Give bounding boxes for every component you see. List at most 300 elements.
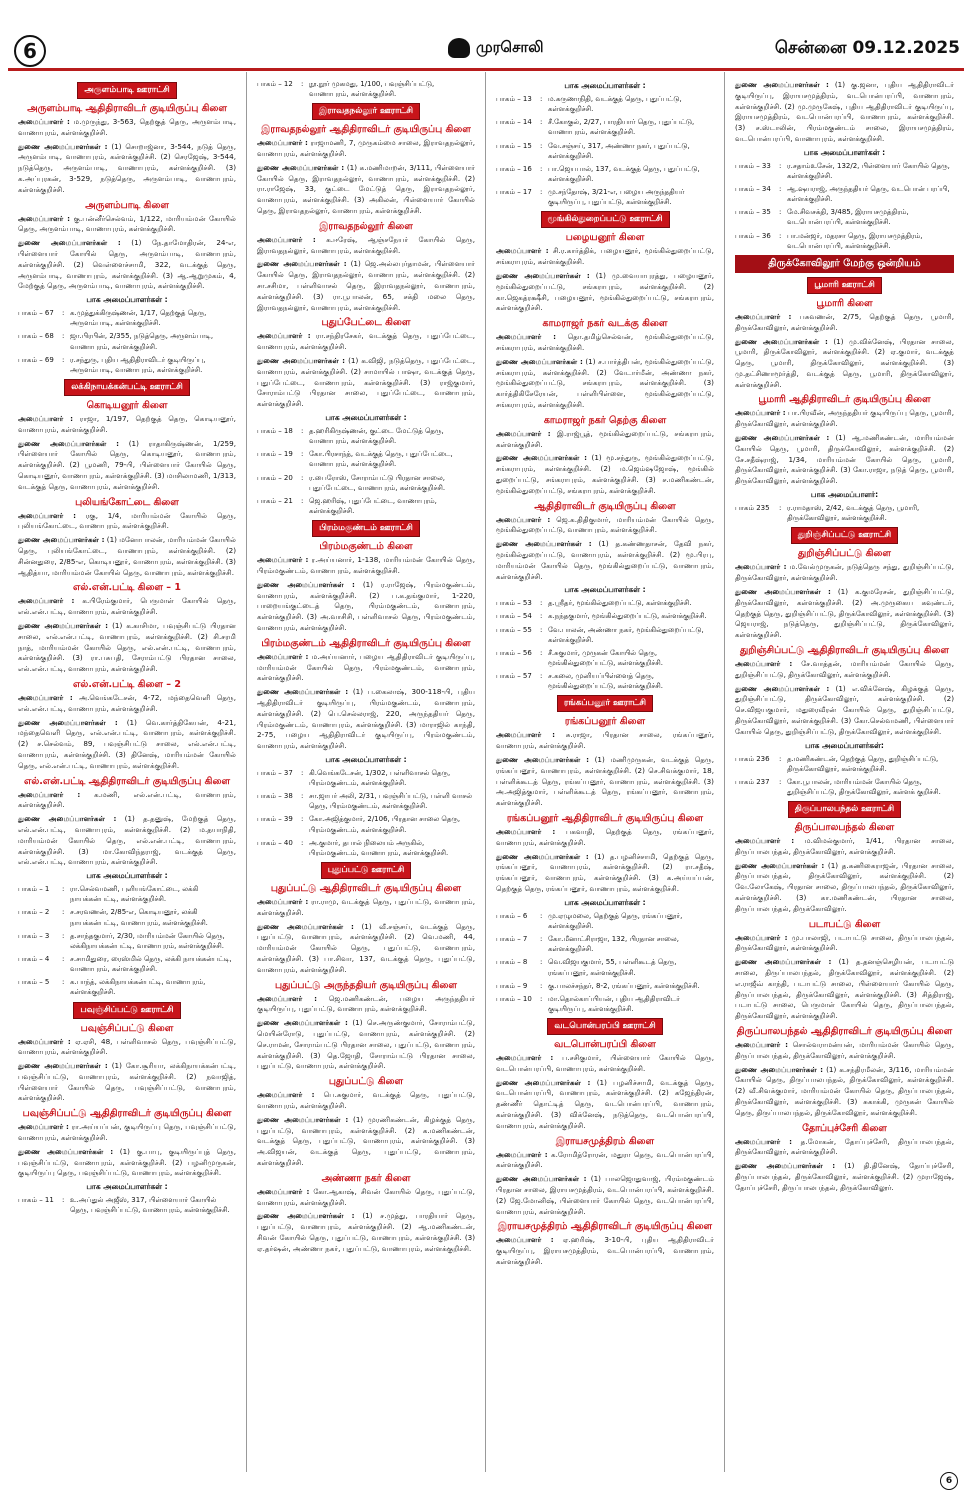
role-label: அமைப்பாளர் : bbox=[735, 836, 795, 846]
member-details: கு.பன்னீர்செல்வம், 1/122, மாரியம்மன் கோயில் தெரு, அருளம்பாடி, வாணாபுரம், கள்ளக்குறிச்சி. bbox=[18, 213, 236, 234]
member-details: (1) ஆ.மணிகண்டன், மாரியம்மன் கோயில் தெரு, பூமாரி, திருக்கோவிலூர், கள்ளக்குறிச்சி. (2) சே.சதீஷ்ராஜ், 1/34, மாரியம்மன் கோயில் தெரு, பூமாரி, திருக்கோவிலூர், கள்ளக்குறிச்சி. (3) கோ.ராஜா, நடுத் தெரு, பூமாரி, திருக்கோவிலூர், கள்ளக்குறிச்சி. bbox=[735, 433, 954, 486]
booth-separator: : bbox=[540, 164, 543, 173]
booth-number: பாகம் 236 bbox=[735, 754, 770, 763]
booth-details: கோ.மீனாட்சிராஜா, 132, பிரதான சாலை, கள்ளக்குறிச்சி. bbox=[548, 935, 679, 954]
booth-entry bbox=[257, 79, 475, 99]
booth-number: பாகம் – 3 bbox=[18, 931, 50, 940]
member-details: சே.வாத்தன், மாரியம்மன் கோயில் தெரு, துறிஞ்சிப்பட்டு, திருக்கோவிலூர், கள்ளக்குறிச்சி. bbox=[735, 658, 954, 679]
member-details: ரகு, 1/4, மாரியம்மன் கோயில் தெரு, புலியங்கோட்டை, வாணாபுரம், கள்ளக்குறிச்சி. bbox=[18, 510, 236, 531]
booth-details: த.சாந்தகுமார், 2/30, மாரியம்மன் கோயில் தெரு, லக்கிநாயக்கன்பட்டி, வாணாபுரம், கள்ளக்குறிச்சி. bbox=[70, 931, 225, 950]
member-entry bbox=[496, 1078, 714, 1132]
booth-entry bbox=[496, 648, 714, 668]
booth-number: பாகம் – 4 bbox=[18, 954, 50, 963]
role-label: அமைப்பாளர் : bbox=[735, 408, 786, 418]
member-entry bbox=[735, 1161, 954, 1193]
member-details: ம.முருந்து, 3-563, தெற்குத் தெரு, அருளம்பாடி, வாணாபுரம், கள்ளக்குறிச்சி. bbox=[18, 117, 236, 137]
member-entry bbox=[257, 1018, 475, 1072]
booth-entry bbox=[18, 884, 236, 904]
member-entry bbox=[496, 429, 714, 451]
branch-heading: புலியங்கோட்டை கிளை bbox=[75, 496, 179, 508]
role-label: துணை அமைப்பாளர்கள் : bbox=[496, 755, 590, 765]
booth-details: பா.ஜெயபால், 137, வடக்குத் தெரு, புதுப்பட்டு, கள்ளக்குறிச்சி. bbox=[548, 164, 700, 183]
branch-heading: எல்.என்.பட்டி கிளை – 2 bbox=[73, 678, 181, 690]
role-label: அமைப்பாளர் : bbox=[735, 1136, 792, 1146]
booth-separator: : bbox=[301, 768, 304, 777]
column-3 bbox=[486, 72, 725, 1472]
booth-details: கோ.பூபாலன், மாரியம்மன் கோயில் தெரு, துறிஞ்சிப்பட்டு, திருக்கோவிலூர், கள்ளக் குறிச்சி. bbox=[787, 777, 941, 796]
role-label: துணை அமைப்பாளர்கள் : bbox=[735, 1064, 823, 1074]
member-entry bbox=[257, 1187, 475, 1209]
booth-number: பாகம் – 16 bbox=[496, 164, 532, 173]
booth-number: பாகம் – 11 bbox=[18, 1196, 54, 1205]
role-label: அமைப்பாளர் : bbox=[257, 1186, 310, 1196]
booth-separator: : bbox=[540, 625, 543, 634]
role-label: துணை அமைப்பாளர்கள் : bbox=[257, 579, 355, 589]
member-entry bbox=[18, 718, 236, 772]
branch-heading: புதுப்பட்டு கிளை bbox=[328, 1076, 404, 1088]
role-label: அமைப்பாளர் : bbox=[257, 234, 316, 244]
booth-number: பாகம் – 36 bbox=[735, 231, 771, 240]
booth-details: உ.அப்துல் அஜீஸ், 317, பிள்ளையார் கோயில் தெரு, பவுஞ்சிப்பட்டு, வாணாபுரம், கள்ளக்குறிச்சி. bbox=[70, 1196, 230, 1215]
member-entry bbox=[257, 138, 475, 160]
booth-number: பாகம் – 15 bbox=[496, 141, 532, 150]
member-details: (1) ஜெ.அல்லபுர்தாமன், பிள்ளையார் கோயில் தெரு, இராவதநல்லூர், வாணாபுரம், கள்ளக்குறிச்சி. (2) சா.சசிமா, பள்ளிவாசல் தெரு, இராவதநல்லூர், வாணாபுரம், கள்ளக்குறிச்சி. (3) ரா.பூபாலன், 65, சக்தி மலை தெரு, இராவதநல்லூர், வாணாபுரம், கள்ளக்குறிச்சி. bbox=[257, 259, 475, 312]
booth-details: த.ஸ்ரீதர், மூங்கில்துறைப்பட்டு, கள்ளக்குறிச்சி. bbox=[548, 599, 692, 608]
booth-details: ர.பைரோஸ், சோராம்பட்டு பிரதான சாலை, புதுப்பேட்டை, வாணாபுரம், கள்ளக்குறிச்சி. bbox=[309, 473, 446, 492]
member-details: (1) க.காசிமா, பவுஞ்சிபட்டு பிரதான சாலை, எல்.என்.பட்டி, வாணாபுரம், கள்ளக்குறிச்சி. (2) சி.சரமி நாத், மாரியம்மன் கோயில் தெரு, எல்.என்.பட்டி, வாணாபுரம், கள்ளக்குறிச்சி. (3) ரா.பசுபதி, சேராம்பட்டு பிரதான சாலை, எல்.என்.பட்டி, வாணாபுரம், கள்ளக்குறிச்சி. bbox=[18, 620, 236, 674]
member-details: ம.அய்யனார், பழைய ஆதிதிராவிடர் குடியிருப்பு, மாரியம்மன் கோயில் தெரு, பிரம்மகுண்டம், வாணாபுரம், கள்ளக்குறிச்சி. bbox=[257, 651, 475, 683]
booth-number: பாகம் – 56 bbox=[496, 648, 532, 657]
booth-entry bbox=[257, 791, 475, 811]
booth-section-label: பாக அமைப்பாளர்கள் : bbox=[564, 897, 646, 907]
booth-section-label: பாக அமைப்பாளர்கள் : bbox=[803, 147, 886, 157]
booth-separator: : bbox=[62, 332, 65, 341]
booth-entry bbox=[496, 625, 714, 645]
member-entry bbox=[18, 439, 236, 493]
member-entry bbox=[257, 994, 475, 1016]
branch-heading: பூமாரி ஆதிதிராவிடர் குடியிருப்பு கிளை bbox=[758, 394, 931, 406]
member-details: (1) கு.பாபு, குடியிருப்புத் தெரு, பவுஞ்சிப்பட்டு, வாணாபுரம், கள்ளக்குறிச்சி. (2) பழனிமுருகன், குடியிருப்பு தெரு, பவுஞ்சிப்பட்டு, வாணாபுரம், கள்ளக்குறிச்சி. bbox=[18, 1146, 236, 1178]
booth-entry bbox=[496, 611, 714, 621]
booth-separator: : bbox=[301, 815, 304, 824]
booth-details: கு.பாலச்சந்தர், 8-2, ரங்கப்பனூர், கள்ளக்குறிச்சி. bbox=[548, 981, 700, 990]
booth-entry bbox=[496, 911, 714, 931]
booth-details: கி.வெங்கடேசன், 1/302, பள்ளிவாசல் தெரு, பிரம்மகுண்டம், கள்ளக்குறிச்சி. bbox=[309, 768, 451, 788]
member-details: (1) க.மணிமாறன், 3/111, பிள்ளையார் கோயில் தெரு, இராவதநல்லூர், வாணாபுரம், கள்ளக்குறிச்சி. (2) ரா.ராஜேஷ், 33, குட்டை மேட்டுத் தெரு, இராவதநல்லூர், வாணாபுரம், கள்ளக்குறிச்சி. (3) அகிலன், பிள்ளையார் கோயில் தெரு, இராவதநல்லூர், வாணாபுரம், கள்ளக்குறிச்சி. bbox=[257, 162, 475, 216]
booth-details: ம.கருணாநிதி, வடக்குத் தெரு, புதுப்பட்டு, கள்ளக்குறிச்சி. bbox=[548, 95, 682, 114]
member-details: (1) தி.தினேஷ், தோப்புச்சேரி, திருப்பாலபந்தல், திருக்கோவிலூர், கள்ளக்குறிச்சி. (2) முராஜேஷ், தோப்புச்சேரி, திருப்பாலபந்தல், திருக்கோவிலூர். bbox=[735, 1161, 954, 1192]
member-entry bbox=[257, 1211, 475, 1254]
booth-entry bbox=[257, 496, 475, 516]
booth-details: த.ஹரிகிருஷ்ணன், குட்டை மேட்டுத் தெரு, வாணாபுரம், கள்ளக்குறிச்சி. bbox=[309, 427, 444, 446]
content-columns bbox=[8, 72, 964, 1472]
role-label: அமைப்பாளர் : bbox=[735, 658, 793, 668]
member-details: (1) த.கண்ணதாசன், தேவி நகர், மூங்கில்துறைப்பட்டு, வாணாபுரம், கள்ளக்குறிச்சி. (2) மூ.பிரபு, மாரியம்மன் கோயில் தெரு, மூங்கில்துறைப்பட்டு, வாணாபுரம், கள்ளக்குறிச்சி. bbox=[496, 539, 714, 581]
role-label: துணை அமைப்பாளர்கள் : bbox=[496, 851, 589, 861]
panchayat-heading: திருப்பாலபந்தல் ஊராட்சி bbox=[788, 801, 901, 818]
booth-entry bbox=[735, 231, 954, 251]
member-details: (1) ச.முத்து, பாரதியார் தெரு, புதுப்பட்டு, வாணாபுரம், கள்ளக்குறிச்சி. (2) ஆ.மணிகண்டன், சிவன் கோயில் தெரு, புதுப்பட்டு, வாணாபுரம், கள்ளக்குறிச்சி. (3) ஏ.தர்ஷன், அண்ணா நகர், புதுப்பட்டு, வாணாபுரம், கள்ளக்குறிச்சி. bbox=[257, 1211, 475, 1253]
booth-details: ச.சாமிதுரை, ரைஸ்மில் தெரு, லக்கி நாயக்கன்பட்டி, வாணாபுரம், கள்ளக்குறிச்சி. bbox=[70, 954, 232, 974]
booth-entry bbox=[496, 598, 714, 608]
booth-number: பாகம் – 17 bbox=[496, 188, 532, 197]
booth-number: பாகம் – 9 bbox=[496, 981, 528, 990]
member-entry bbox=[257, 580, 475, 634]
column-2 bbox=[247, 72, 486, 1472]
booth-details: ஜா.பிரபின், 2/355, நடுத்தெரு, அருளம்பாடி, வாணாபுரம், கள்ளக்குறிச்சி. bbox=[70, 332, 214, 351]
booth-separator: : bbox=[540, 648, 543, 657]
member-details: த.மோகன், தோப்புச்சேரி, திருப்பாலபந்தல், திருக்கோவிலூர், கள்ளக்குறிச்சி. bbox=[735, 1136, 954, 1157]
role-label: துணை அமைப்பாளர்கள் : bbox=[496, 1174, 587, 1184]
booth-entry bbox=[735, 503, 954, 523]
member-details: கோ.ஆகாஷ், சிவன் கோயில் தெரு, புதுப்பட்டு, வாணாபுரம், கள்ளக்குறிச்சி. bbox=[257, 1186, 475, 1207]
member-entry bbox=[257, 1115, 475, 1169]
booth-separator: : bbox=[779, 777, 782, 786]
role-label: துணை அமைப்பாளர்கள் : bbox=[257, 687, 349, 697]
booth-section-label: பாக அமைப்பாளர்கள் : bbox=[564, 585, 646, 595]
booth-separator: : bbox=[301, 792, 304, 801]
member-entry bbox=[257, 331, 475, 353]
booth-entry bbox=[257, 449, 475, 469]
booth-details: க.பாந்த், லக்கிநாயக்கன்பட்டி, வாணாபுரம், கள்ளக்குறிச்சி. bbox=[70, 978, 206, 997]
member-details: பகவாதி, தெற்குத் தெரு, ரங்கப்பனூர், வாணாபுரம், கள்ளக்குறிச்சி. bbox=[496, 827, 714, 847]
masthead bbox=[8, 34, 964, 71]
booth-number: பாகம் – 5 bbox=[18, 978, 50, 987]
branch-heading: புதுப்பட்டு ஆதிதிராவிடர் குடியிருப்பு கிளை bbox=[270, 883, 462, 895]
member-entry bbox=[18, 1122, 236, 1144]
paper-name-block bbox=[448, 38, 544, 58]
booth-number: பாகம் – 2 bbox=[18, 908, 50, 917]
booth-entry bbox=[257, 473, 475, 493]
member-entry bbox=[496, 246, 714, 268]
member-details: (1) மு.வையாபுரத்து, பழையனூர், மூங்கில்துறைப்பட்டு, சங்கராபுரம், கள்ளக்குறிச்சி. (2) கா.ஜெகத்ரக்ஷீசி, பழையனூர், மூங்கில்துறைப்பட்டு, சங்கராபுரம், கள்ளக்குறிச்சி. bbox=[496, 271, 714, 313]
booth-details: ர.சந்துரு, புதிய ஆதிதிராவிடர் குடியிருப்பு, அருளம்பாடி, வாணாபுரம், கள்ளக்குறிச்சி. bbox=[70, 355, 206, 374]
booth-separator: : bbox=[301, 838, 304, 847]
booth-separator: : bbox=[540, 188, 543, 197]
panchayat-heading: வடபொன்பரப்பி ஊராட்சி bbox=[547, 1018, 662, 1035]
branch-heading: ரங்கப்பனூர் கிளை bbox=[564, 716, 646, 728]
member-entry bbox=[496, 453, 714, 496]
member-details: ர.அய்யனார், 1-138, மாரியம்மன் கோயில் தெரு, பிரம்மகுண்டம், வாணாபுரம், கள்ளக்குறிச்சி. bbox=[257, 555, 475, 575]
branch-heading: எல்.என்.பட்டி ஆதிதிராவிடர் குடியிருப்பு கிளை bbox=[23, 775, 231, 787]
member-entry bbox=[735, 562, 954, 584]
panchayat-heading: பூமாரி ஊராட்சி bbox=[807, 277, 882, 294]
booth-number: பாகம் – 33 bbox=[735, 161, 771, 170]
member-entry bbox=[257, 652, 475, 684]
booth-entry bbox=[18, 331, 236, 351]
member-details: (1) பாலஜொதுவாஜ், பிரம்மகுண்டம் பிரதான சாலை, இராயசமுத்திரம், வடபொன்பரப்பி, கள்ளக்குறிச்சி. (2) ஜே.மோனிஷ், பிள்ளையார் கோயில் தெரு, வடபொன்பரப்பி, வாணாபுரம், கள்ளக்குறிச்சி. bbox=[496, 1174, 714, 1216]
member-details: (1) கு.ஜனா, புதிய ஆதிதிராவிடர் குடியிருப்பு, இராயசமுத்திரம், வடபொன்பரப்பி, வாணாபுரம், கள்ளக்குறிச்சி. (2) மு.முருகேஷ், புதிய ஆதிதிராவிடர் குடியிருப்பு, இராயசமுத்திரம், வடபொன்பரப்பி, வாணாபுரம், கள்ளக்குறிச்சி. (3) ச.ஸ்டாலின், பிரம்மகுண்டம் சாலை, இராயசமுத்திரம், வடபொன்பரப்பி, வாணாபுரம், கள்ளக்குறிச்சி. bbox=[735, 80, 954, 143]
member-entry bbox=[18, 1061, 236, 1104]
role-label: அமைப்பாளர் : bbox=[735, 562, 787, 572]
booth-entry bbox=[496, 94, 714, 114]
booth-separator: : bbox=[62, 1196, 65, 1205]
member-entry bbox=[735, 337, 954, 391]
member-details: (1) க.விஜி, நடுத்தெரு, புதுப்பேட்டை, வாணாபுரம், கள்ளக்குறிச்சி. (2) சாமாயில் பாஷா, வடக்குத் தெரு, புதுப்பேட்டை, வாணாபுரம், கள்ளக்குறிச்சி. (3) ராஜ்குமார், சோராம்பட்டு பிரதான சாலை, புதுப்பேட்டை, வாணாபுரம், கள்ளக்குறிச்சி. bbox=[257, 356, 475, 409]
booth-section-label: பாக அமைப்பாளர்கள் : bbox=[86, 1182, 168, 1192]
member-details: (1) கோ.சூரியா, லக்கிநாயக்கன்பட்டி, பவுஞ்சிப்பட்டு, வாணாபுரம், கள்ளக்குறிச்சி. (2) நவாஜித், பிள்ளையார் கோயில் தெரு, பவுஞ்சிப்பட்டு, வாணாபுரம், கள்ளக்குறிச்சி. bbox=[18, 1061, 236, 1103]
member-details: (1) த.தனுஷ், மேற்குத் தெரு, எல்.என்.பட்டி, வாணாபுரம், கள்ளக்குறிச்சி. (2) ம.தயாநிதி, மாரியம்மன் கோயில் தெரு, எல்.என்.பட்டி, வாணாபுரம், கள்ளக்குறிச்சி. (3) மா.கோவிந்தராஜ், வடக்குத் தெரு, எல்.என்.பட்டி, வாணாபுரம், கள்ளக்குறிச்சி. bbox=[18, 814, 236, 867]
branch-heading: பவுஞ்சிப்பட்டு கிளை bbox=[80, 1022, 174, 1034]
booth-number: பாகம் – 19 bbox=[257, 450, 293, 459]
member-details: ரா.சந்திரசேகர், வடக்குத் தெரு, புதுப்பேட்டை, வாணாபுரம், கள்ளக்குறிச்சி. bbox=[257, 331, 475, 352]
booth-separator: : bbox=[779, 161, 782, 170]
booth-entry bbox=[496, 164, 714, 184]
booth-separator: : bbox=[540, 958, 543, 967]
footer-page-number: 6 bbox=[940, 1472, 958, 1490]
member-details: ஏ.ஏசி, 48, பள்ளிவாசல் தெரு, பவுஞ்சிப்பட்டு, வாணாபுரம், கள்ளக்குறிச்சி. bbox=[18, 1036, 236, 1057]
panchayat-heading: மூங்கில்துறைப்பட்டு ஊராட்சி bbox=[541, 211, 670, 228]
booth-separator: : bbox=[540, 981, 543, 990]
role-label: அமைப்பாளர் : bbox=[18, 596, 75, 606]
member-entry bbox=[18, 1147, 236, 1179]
booth-number: பாகம் 235 bbox=[735, 504, 770, 513]
booth-entry bbox=[496, 117, 714, 137]
member-details: க.ரோமித்ரோரன், மதுரா தெரு, வடபொன்பரப்பி, கள்ளக்குறிச்சி. bbox=[496, 1149, 714, 1170]
booth-separator: : bbox=[540, 994, 543, 1003]
member-details: (1) சொறாஜ்னா, 3-544, நடுத் தெரு, அருளம்பாடி, வாணாபுரம், கள்ளக்குறிச்சி. (2) செரஜேஷ், 3-544, நடுத்தெரு, அருளம்பாடி, வாணாபுரம், கள்ளக்குறிச்சி. (3) க.அப்புரகன், 3-529, நடுத்தெரு, அருளம்பாடி, வாணாபுரம், கள்ளக்குறிச்சி. bbox=[18, 141, 236, 194]
member-entry bbox=[257, 1090, 475, 1112]
role-label: துணை அமைப்பாளர்கள் : bbox=[257, 1114, 349, 1124]
booth-section-label: பாக அமைப்பாளர்: bbox=[810, 490, 879, 500]
booth-section-label: பாக அமைப்பாளர்கள் : bbox=[325, 413, 407, 423]
role-label: அமைப்பாளர் : bbox=[496, 1235, 554, 1245]
member-entry bbox=[257, 687, 475, 752]
booth-details: சீ.சுகுமார், முருகன் கோயில் தெரு, மூங்கில்துறைப்பட்டு, கள்ளக்குறிச்சி. bbox=[548, 648, 663, 668]
role-label: துணை அமைப்பாளர்கள் : bbox=[735, 1161, 836, 1171]
booth-separator: : bbox=[62, 908, 65, 917]
booth-number: பாகம் – 8 bbox=[496, 958, 528, 967]
booth-separator: : bbox=[540, 95, 543, 103]
branch-heading: துறிஞ்சிப்பட்டு கிளை bbox=[798, 548, 891, 560]
booth-number: பாகம் – 20 bbox=[257, 473, 293, 482]
booth-details: சீ.கோகுல், 2/27, பாரதியார் தெரு, புதுப்பட்டு, வாணாபுரம், கள்ளக்குறிச்சி. bbox=[548, 118, 695, 137]
member-details: ராஜா, 1/197, தெற்குத் தெரு, கொடியனூர், வாணாபுரம், கள்ளக்குறிச்சி. bbox=[18, 414, 236, 434]
member-details: (1) மு.விக்னேஷ், பிரதான சாலை, பூமாரி, திருக்கோவிலூர், கள்ளக்குறிச்சி. (2) ஏ.குமார், வடக்குத் தெரு, பூமாரி, திருக்கோவிலூர், கள்ளக்குறிச்சி. (3) மு.தட்சிணாமூர்த்தி, வடக்குத் தெரு, பூமாரி, திருக்கோவிலூர், கள்ளக்குறிச்சி. bbox=[735, 336, 954, 389]
role-label: துணை அமைப்பாளர்கள் : bbox=[257, 259, 347, 269]
booth-details: ஆ.ஷயராஜ், அருந்ததியர் தெரு, வடபொன் பரப்பி, கள்ளக்குறிச்சி. bbox=[787, 185, 950, 204]
booth-details: ர.ராமதாஸ், 2/42, வடக்குத் தெரு, பூமாரி, திருக்கோவிலூர், கள்ளக்குறிச்சி. bbox=[787, 504, 920, 523]
branch-heading: ஆதிதிராவிடர் குடியிருப்பு கிளை bbox=[534, 500, 676, 512]
booth-entry bbox=[735, 184, 954, 204]
role-label: துணை அமைப்பாளர்கள் : bbox=[735, 433, 830, 443]
role-label: துணை அமைப்பாளர்கள் : bbox=[18, 535, 105, 545]
booth-separator: : bbox=[62, 309, 65, 318]
booth-entry bbox=[257, 426, 475, 446]
member-entry bbox=[496, 755, 714, 809]
member-entry bbox=[257, 922, 475, 976]
member-details: க.ஈரேஷ், ஆஞ்சநேயர் கோயில் தெரு, இராவதநல்லூர், வாணாபுரம், கள்ளக்குறிச்சி. bbox=[257, 234, 475, 255]
booth-details: சா.ஜாபர் அலி, 2/31, பவுஞ்சிப்பட்டு, பள்ளி வாசல் தெரு, பிரம்மகுண்டம், கள்ளக்குறிச்சி. bbox=[309, 792, 473, 811]
panchayat-heading: இராவதநல்லூர் ஊராட்சி bbox=[312, 103, 420, 120]
booth-entry bbox=[496, 934, 714, 954]
rising-sun-logo-icon bbox=[448, 38, 470, 58]
branch-heading: தோப்புச்சேரி கிளை bbox=[802, 1122, 887, 1134]
booth-separator: : bbox=[540, 672, 543, 681]
booth-separator: : bbox=[779, 185, 782, 194]
booth-details: நூ.நூர் முகமது, 1/100, பவுஞ்சிப்பட்டு, வாணாபுரம், கள்ளக்குறிச்சி. bbox=[309, 80, 435, 99]
role-label: துணை அமைப்பாளர்கள் : bbox=[496, 539, 592, 549]
member-entry bbox=[496, 1174, 714, 1217]
member-details: (1) த.தனஞ்செழியன், படாபட்டு சாலை, திருப்பாலபந்தல், திருக்கோவிலூர், கள்ளக்குறிச்சி. (2) எ.ராஜீவ் காந்தி, படாபட்டு சாலை, பிள்ளையார் கோயில் தெரு, திருப்பாலபந்தல், திருக்கோவிலூர், கள்ளக்குறிச்சி. (3) சித்திராஜ், படாபட்டு சாலை, பெருமாள் கோயில் தெரு, திருப்பாலபந்தல், திருக்கோவிலூர், கள்ளக்குறிச்சி. bbox=[735, 957, 954, 1021]
booth-separator: : bbox=[62, 931, 65, 940]
booth-separator: : bbox=[540, 935, 543, 944]
role-label: அமைப்பாளர் : bbox=[496, 332, 556, 342]
member-entry bbox=[496, 1235, 714, 1267]
member-entry bbox=[257, 259, 475, 313]
booth-number: பாகம் 237 bbox=[735, 777, 770, 786]
booth-separator: : bbox=[301, 496, 304, 505]
booth-number: பாகம் – 6 bbox=[496, 911, 528, 920]
member-entry bbox=[18, 511, 236, 533]
booth-number: பாகம் – 39 bbox=[257, 815, 293, 824]
member-details: க.பிரேம்குமார், பெருமாள் கோயில் தெரு, எல்.என்.பட்டி, வாணாபுரம், கள்ளக்குறிச்சி. bbox=[18, 596, 236, 617]
role-label: துணை அமைப்பாளர்கள் : bbox=[18, 238, 121, 248]
role-label: அமைப்பாளர் : bbox=[257, 555, 309, 565]
role-label: துணை அமைப்பாளர்கள் : bbox=[18, 814, 117, 824]
booth-details: கோ.பிரசாந்த், வடக்குத் தெரு, புதுப்பேட்டை, வாணாபுரம், கள்ளக்குறிச்சி. bbox=[309, 450, 453, 469]
member-details: (1) க.சந்திரமீலன், 3/116, மாரியம்மன் கோயில் தெரு, திருப்பாலபந்தல், திருக்கோவிலூர், கள்ளக்குறிச்சி. (2) வீ.சிவக்குமார், மாரியம்மன் கோயில் தெரு, திருப்பாலபந்தல், திருக்கோவிலூர், கள்ளக்குறிச்சி. (3) சுகாக்கி, முருகன் கோயில் தெரு, திருப்பாலபந்தல், திருக்கோவிலூர், கள்ளக்குறிச்சி. bbox=[735, 1064, 954, 1117]
booth-number: பாகம் – 21 bbox=[257, 496, 293, 505]
member-entry bbox=[735, 659, 954, 681]
member-details: பா.பிரவீன், அருந்ததியர் குடியிருப்பு தெரு, பூமாரி, திருக்கோவிலூர், கள்ளக்குறிச்சி. bbox=[735, 408, 954, 429]
role-label: அமைப்பாளர் : bbox=[257, 1090, 315, 1100]
member-entry bbox=[496, 1053, 714, 1075]
role-label: துணை அமைப்பாளர்கள் : bbox=[257, 162, 345, 172]
member-entry bbox=[257, 555, 475, 577]
member-details: (1) எ.விக்னேஷ், கிழக்குத் தெரு, துறிஞ்சிப்பட்டு, திருக்கோவிலூர், கள்ளக்குறிச்சி. (2) செ.விஜயகுமார், மதுரைவீரன் கோயில் தெரு, துறிஞ்சிப்பட்டு, திருக்கோவிலூர், கள்ளக்குறிச்சி. (3) கோ.செல்வமணி, பிள்ளையார் கோயில் தெரு, துறிஞ்சிப்பட்டு, திருக்கோவிலூர், கள்ளக்குறிச்சி. bbox=[735, 683, 954, 736]
branch-heading: பவுஞ்சிப்பட்டு ஆதிதிராவிடர் குடியிருப்பு கிளை bbox=[22, 1108, 232, 1120]
role-label: துணை அமைப்பாளர்கள் : bbox=[257, 1018, 348, 1028]
booth-details: ச.கலை, முனியப்பிள்ளைத் தெரு, மூங்கில்துறைப்பட்டு, கள்ளக்குறிச்சி. bbox=[548, 672, 663, 691]
member-entry bbox=[735, 861, 954, 915]
member-entry bbox=[496, 271, 714, 314]
role-label: அமைப்பாளர் : bbox=[18, 692, 73, 702]
member-entry bbox=[18, 596, 236, 618]
member-details: (1) த.கணிகைராஜன், பிரதான சாலை, திருப்பாலபந்தல், திருக்கோவிலூர், கள்ளக்குறிச்சி. (2) வே.லோகேஷ், பிரதான சாலை, திருப்பாலபந்தல், திருக்கோவிலூர், கள்ளக்குறிச்சி. (3) கா.மணிகண்டன், பிரதான சாலை, திருப்பாலபந்தல், திருக்கோவிலூர். bbox=[735, 860, 954, 913]
role-label: அமைப்பாளர் : bbox=[18, 117, 70, 126]
role-label: துணை அமைப்பாளர்கள் : bbox=[735, 957, 832, 967]
role-label: துணை அமைப்பாளர்கள் : bbox=[18, 1146, 114, 1156]
booth-entry bbox=[496, 187, 714, 207]
branch-heading: பூமாரி கிளை bbox=[816, 297, 873, 309]
role-label: அமைப்பாளர் : bbox=[496, 827, 556, 837]
role-label: துணை அமைப்பாளர்கள் : bbox=[18, 620, 109, 630]
role-label: அமைப்பாளர் : bbox=[496, 514, 551, 524]
booth-details: த.மணிகண்டன், தெற்குத் தெரு, துறிஞ்சிப்பட்டு, திருக்கோவிலூர், கள்ளக்குறிச்சி. bbox=[787, 754, 939, 773]
member-entry bbox=[18, 535, 236, 578]
role-label: அமைப்பாளர் : bbox=[18, 1122, 69, 1132]
booth-separator: : bbox=[540, 599, 543, 608]
role-label: அமைப்பாளர் : bbox=[18, 510, 77, 520]
member-entry bbox=[257, 235, 475, 257]
panchayat-heading: துறிஞ்சிப்பட்டு ஊராட்சி bbox=[791, 527, 898, 544]
booth-number: பாகம் – 68 bbox=[18, 332, 54, 341]
role-label: துணை அமைப்பாளர்கள் : bbox=[18, 717, 118, 727]
role-label: துணை அமைப்பாளர்கள் : bbox=[496, 271, 590, 280]
role-label: அமைப்பாளர் : bbox=[18, 414, 74, 423]
member-entry bbox=[18, 214, 236, 236]
panchayat-heading: லக்கிநாயக்கன்பட்டி ஊராட்சி bbox=[64, 379, 190, 396]
role-label: துணை அமைப்பாளர்கள் : bbox=[496, 453, 587, 463]
branch-heading: பிரம்மகுண்டம் கிளை bbox=[319, 541, 413, 553]
member-entry bbox=[735, 433, 954, 487]
member-entry bbox=[735, 1065, 954, 1119]
booth-separator: : bbox=[301, 427, 304, 436]
member-details: தொ.தமிழ்செல்வன், மூங்கில்துறைப்பட்டு, சங்கராபுரம், கள்ளக்குறிச்சி. bbox=[496, 332, 714, 352]
branch-heading: இராவதநல்லூர் ஆதிதிராவிடர் குடியிருப்பு கிளை bbox=[261, 124, 471, 136]
member-details: ம.வேல்முருகன், நடுத்தெரு சந்து, துறிஞ்சிப்பட்டு, திருக்கோவிலூர், கள்ளக்குறிச்சி. bbox=[735, 562, 954, 583]
member-details: (1) செ.அருண்குமார், சோராம்பட்டு, மெயின்ரோடு, புதுப்பட்டு, வாணாபுரம், கள்ளக்குறிச்சி. (2) செ.ராமன், சோராம்பட்டு பிரதான சாலை, புதுப்பட்டு, வாணாபுரம், கள்ளக்குறிச்சி. (3) தெ.ஜோதி, சோராம்பட்டு பிரதான சாலை, புதுப்பட்டு, வாணாபுரம், கள்ளக்குறிச்சி. bbox=[257, 1018, 475, 1071]
member-entry bbox=[18, 814, 236, 868]
booth-details: மே.சிவசக்தி, 3/485, இராயசமுத்திரம், வடபொன்பரப்பி, கள்ளக்குறிச்சி. bbox=[787, 208, 909, 227]
member-details: (1) த.பழனிச்சாமி, தெற்குத் தெரு, ரங்கப்பனூர், வாணாபுரம், கள்ளக்குறிச்சி. (2) ரா.சதீஷ், ரங்கப்பனூர், வாணாபுரம், கள்ளக்குறிச்சி. (3) க.அய்யப்பன், தெற்குத் தெரு, ரங்கப்பனூர், வாணாபுரம், கள்ளக்குறிச்சி. bbox=[496, 851, 714, 894]
role-label: துணை அமைப்பாளர்கள் : bbox=[735, 336, 828, 346]
member-details: சொல்வராமன்யன், மாரியம்மன் கோயில் தெரு, திருப்பாலபந்தல், திருக்கோவிலூர், கள்ளக்குறிச்சி. bbox=[735, 1040, 954, 1060]
member-details: அ.வெங்கடேசன், 4-72, மந்தைவெளி தெரு, எல்.என்.பட்டி, வாணாபுரம், கள்ளக்குறிச்சி. bbox=[18, 692, 236, 713]
member-entry bbox=[735, 933, 954, 955]
booth-entry bbox=[496, 957, 714, 977]
branch-heading: அருளம்பாடி கிளை bbox=[85, 199, 169, 211]
member-details: பசுவணன், 2/75, தெற்குத் தெரு, பூமாரி, திருக்கோவிலூர், கள்ளக்குறிச்சி. bbox=[735, 311, 954, 332]
booth-separator: : bbox=[779, 504, 782, 513]
member-details: (1) வெ.கார்த்திகேயன், 4-21, மந்தைவெளி தெரு, எல்.என்.பட்டி, வாணாபுரம், கள்ளக்குறிச்சி. (2) ச.செல்வம், 89, பவுஞ்சிபட்டு சாலை, எல்.என்.பட்டி, வாணாபுரம், கள்ளக்குறிச்சி. (3) தினேஷ், மாரியம்மன் கோயில் தெரு, எல்.என்.பட்டி, வாணாபுரம், கள்ளக்குறிச்சி. bbox=[18, 717, 236, 770]
member-entry bbox=[18, 142, 236, 196]
booth-entry bbox=[18, 907, 236, 927]
member-details: சி.ர.கார்த்திக், பழையனூர், மூங்கில்துறைப்பட்டு, சங்கராபுரம், கள்ளக்குறிச்சி. bbox=[496, 246, 714, 267]
role-label: அமைப்பாளர் : bbox=[257, 993, 318, 1003]
booth-entry bbox=[496, 141, 714, 161]
booth-details: மா.தொல்காப்பியன், புதிய ஆதிதிராவிடர் குடியிருப்பு, கள்ளக்குறிச்சி. bbox=[548, 994, 680, 1013]
role-label: அமைப்பாளர் : bbox=[735, 932, 788, 942]
member-entry bbox=[735, 1137, 954, 1159]
column-4 bbox=[725, 72, 964, 1472]
role-label: துணை அமைப்பாளர்கள் : bbox=[18, 1061, 108, 1071]
member-details: (1) ச.பார்த்திபன், மூங்கில்துறைப்பட்டு, சங்கராபுரம், கள்ளக்குறிச்சி. (2) வேடார்மீன், அண்ணா நகர், மூங்கில்துறைப்பட்டு, சங்கராபுரம், கள்ளக்குறிச்சி. (3) கார்த்திகிசேரேயன், பள்ளிபிள்ளை, மூங்கில்துறைப்பட்டு, சங்கராபுரம், கள்ளக்குறிச்சி. bbox=[496, 356, 714, 409]
booth-entry bbox=[735, 207, 954, 227]
role-label: துணை அமைப்பாளர்கள் : bbox=[257, 1211, 355, 1221]
booth-details: க.முத்துக்கிருஷ்ணன், 1/17, தெற்குத் தெரு, அருளம்பாடி, கள்ளக்குறிச்சி. bbox=[70, 309, 207, 328]
member-entry bbox=[18, 790, 236, 812]
role-label: அமைப்பாளர் : bbox=[735, 1040, 789, 1050]
booth-entry bbox=[18, 1195, 236, 1215]
role-label: துணை அமைப்பாளர்கள் : bbox=[496, 1077, 591, 1087]
role-label: துணை அமைப்பாளர்கள் : bbox=[257, 921, 354, 931]
branch-heading: படாபட்டு கிளை bbox=[808, 918, 881, 930]
booth-entry bbox=[257, 838, 475, 858]
booth-number: பாகம் – 53 bbox=[496, 599, 532, 608]
booth-separator: : bbox=[779, 231, 782, 240]
role-label: துணை அமைப்பாளர்கள் : bbox=[18, 438, 120, 448]
booth-number: பாகம் – 67 bbox=[18, 309, 54, 318]
booth-entry bbox=[18, 954, 236, 974]
booth-number: பாகம் – 54 bbox=[496, 612, 532, 621]
member-entry bbox=[496, 730, 714, 752]
booth-entry bbox=[18, 308, 236, 328]
member-details: (1) பழனிச்சாமி, வடக்குத் தெரு, வடபொன்பரப்பி, வாணாபுரம், கள்ளக்குறிச்சி. (2) கஜேந்திரன், தண்ணீர் தொட்டித் தெரு, வடபொன்பரப்பி, வாணாபுரம், கள்ளக்குறிச்சி. (3) விக்னேஷ், நடுத்தெரு, வடபொன்பரப்பி, வாணாபுரம், கள்ளக்குறிச்சி. bbox=[496, 1077, 714, 1130]
member-details: சு.ராஜா, பிரதான சாலை, ரங்கப்பனூர், வாணாபுரம், கள்ளக்குறிச்சி. bbox=[496, 730, 714, 751]
branch-heading: அருளம்பாடி ஆதிதிராவிடர் குடியிருப்பு கிளை bbox=[27, 103, 227, 114]
member-details: (1) க.குமரேசன், துறிஞ்சிப்பட்டு, திருக்கோவிலூர், கள்ளக்குறிச்சி. (2) அ.முருகைய கவுண்டர், தெற்குத் தெரு, துறிஞ்சிப்பட்டு, திருக்கோவிலூர், கள்ளக்குறிச்சி. (3) ஜெயராஜ், நடுத்தெரு, துறிஞ்சிப்பட்டு, திருக்கோவிலூர், கள்ளக்குறிச்சி. bbox=[735, 586, 954, 640]
member-entry bbox=[18, 621, 236, 675]
booth-separator: : bbox=[62, 978, 65, 987]
member-entry bbox=[18, 693, 236, 715]
member-entry bbox=[735, 836, 954, 858]
branch-heading: ரங்கப்பனூர் ஆதிதிராவிடர் குடியிருப்பு கிளை bbox=[506, 813, 704, 825]
member-entry bbox=[735, 957, 954, 1022]
member-details: பெ.சுகுமார், வடக்குத் தெரு, புதுப்பட்டு, வாணாபுரம், கள்ளக்குறிச்சி. bbox=[257, 1090, 475, 1110]
booth-separator: : bbox=[301, 473, 304, 482]
